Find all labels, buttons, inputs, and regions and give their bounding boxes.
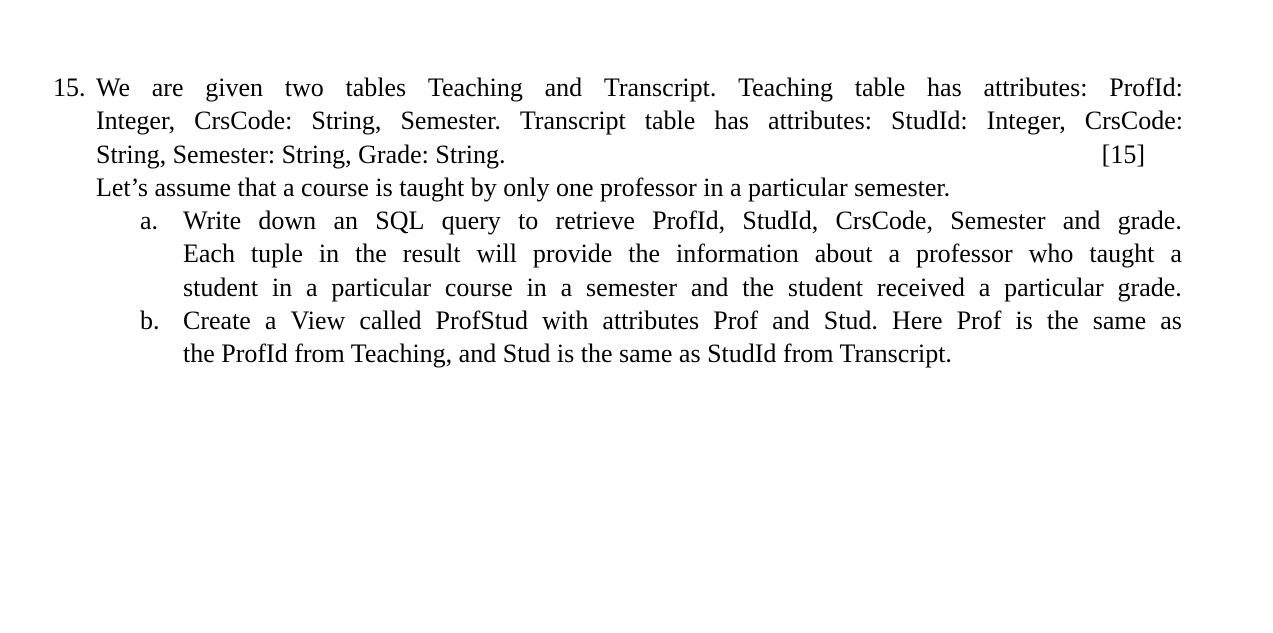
intro-line-3: String, Semester: String, Grade: String. — [96, 139, 506, 169]
part-b-line-2: the ProfId from Teaching, and Stud is the same as StudId from Transcript. — [183, 339, 952, 369]
part-b-line-1: Create a View called ProfStud with attributes Prof and Stud. Here Prof is the same as — [183, 306, 1182, 336]
question-15 — [53, 71, 1183, 371]
part-a-line-2: Each tuple in the result will provide the information about a professor who taught a — [183, 239, 1182, 269]
intro-line-2: Integer, CrsCode: String, Semester. Transcript table has attributes: StudId: Integer, CrsCode: — [96, 106, 1183, 136]
part-a — [140, 204, 1182, 304]
part-b-label: b. — [140, 306, 160, 336]
part-b — [140, 304, 1182, 371]
intro-line-1: We are given two tables Teaching and Transcript. Teaching table has attributes: ProfId: — [96, 73, 1183, 102]
part-a-label: a. — [140, 206, 159, 236]
part-a-text — [183, 204, 1182, 304]
intro-line-3-row — [96, 138, 1183, 171]
part-a-line-3: student in a particular course in a semester and the student received a particular grade. — [183, 272, 1182, 302]
part-b-text — [183, 304, 1182, 371]
question-body — [96, 71, 1183, 371]
part-a-line-1: Write down an SQL query to retrieve ProfId, StudId, CrsCode, Semester and grade. — [183, 206, 1182, 236]
question-number: 15. — [53, 73, 86, 102]
marks-label: [15] — [1101, 139, 1145, 169]
assumption-text: Let’s assume that a course is taught by only one professor in a particular semester. — [96, 172, 951, 202]
